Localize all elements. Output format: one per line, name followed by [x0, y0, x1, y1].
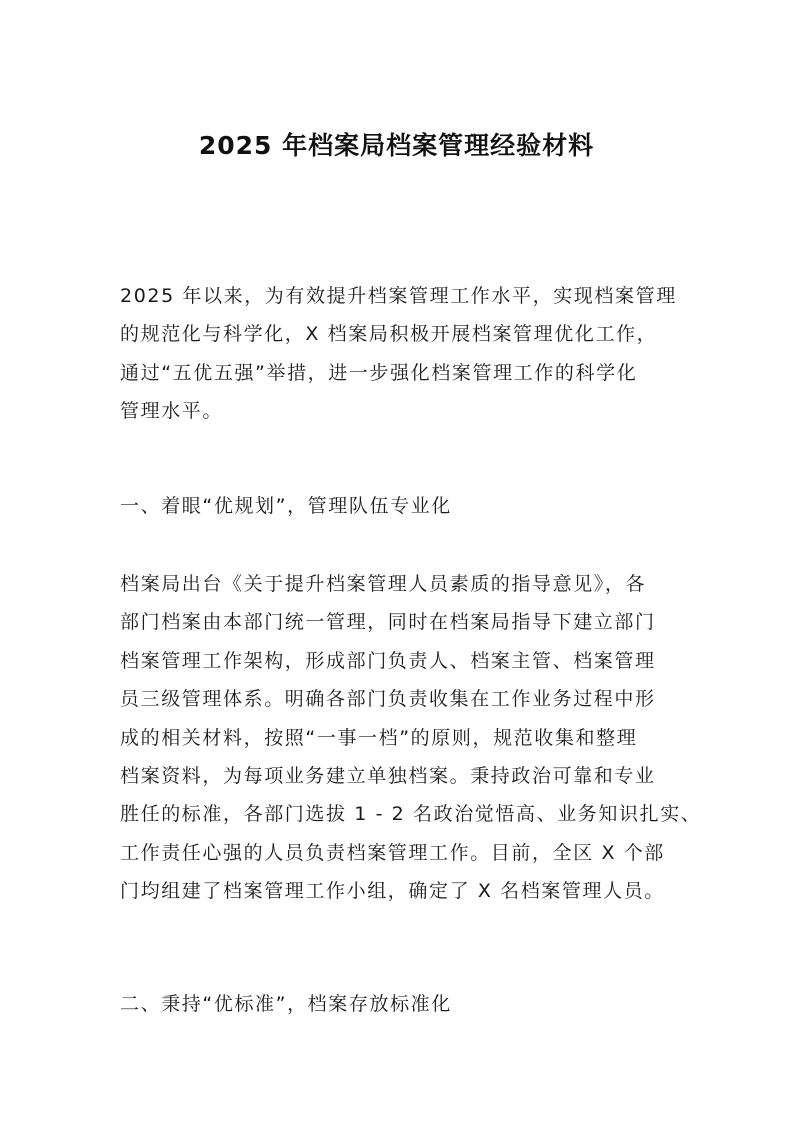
intro-line: 的规范化与科学化，X 档案局积极开展档案管理优化工作，	[120, 323, 658, 346]
section-1-paragraph	[120, 565, 702, 911]
section-1-line: 档案管理工作架构，形成部门负责人、档案主管、档案管理	[120, 649, 656, 672]
section-1-line: 成的相关材料，按照“一事一档”的原则，规范收集和整理	[120, 726, 638, 749]
intro-line: 通过“五优五强”举措，进一步强化档案管理工作的科学化	[120, 361, 638, 384]
section-1-line: 工作责任心强的人员负责档案管理工作。目前，全区 X 个部	[120, 841, 665, 864]
section-1-line: 档案局出台《关于提升档案管理人员素质的指导意见》，各	[120, 573, 647, 595]
section-1-line: 部门档案由本部门统一管理，同时在档案局指导下建立部门	[120, 611, 656, 634]
section-heading-1: 一、着眼“优规划”，管理队伍专业化	[120, 495, 452, 517]
section-1-line: 员三级管理体系。明确各部门负责收集在工作业务过程中形	[120, 688, 656, 711]
section-1-line: 档案资料，为每项业务建立单独档案。秉持政治可靠和专业	[120, 764, 656, 787]
intro-line: 管理水平。	[120, 400, 224, 423]
document-title: 2025 年档案局档案管理经验材料	[198, 131, 595, 160]
section-heading-2: 二、秉持“优标准”，档案存放标准化	[120, 993, 452, 1015]
intro-paragraph	[120, 277, 676, 431]
intro-line: 2025 年以来，为有效提升档案管理工作水平，实现档案管理	[120, 285, 677, 307]
section-1-line: 门均组建了档案管理工作小组，确定了 X 名档案管理人员。	[120, 880, 665, 903]
section-1-line: 胜任的标准，各部门选拔 1 - 2 名政治觉悟高、业务知识扎实、	[120, 803, 702, 826]
